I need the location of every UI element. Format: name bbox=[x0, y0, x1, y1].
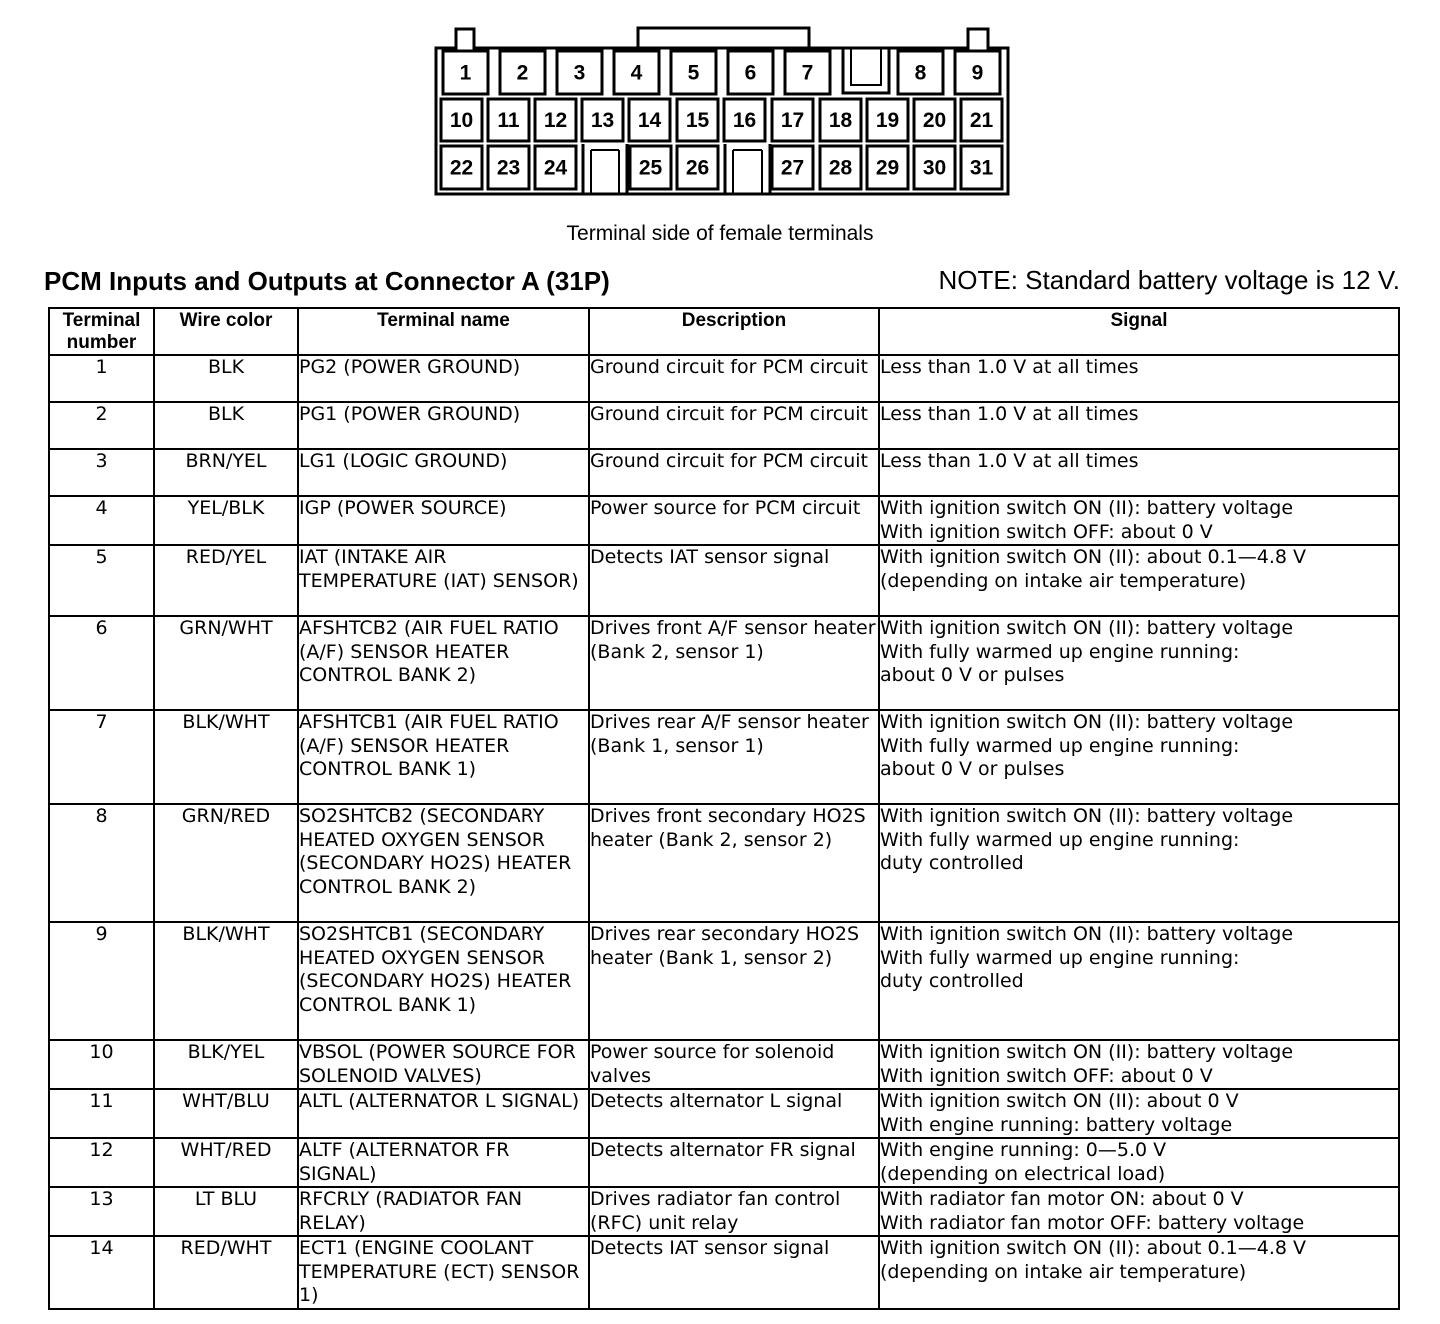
battery-note: NOTE: Standard battery voltage is 12 V. bbox=[938, 265, 1400, 295]
terminal-name-cell: PG2 (POWER GROUND) bbox=[298, 355, 589, 402]
pin-label: 26 bbox=[685, 156, 710, 180]
pin-label: 2 bbox=[516, 61, 529, 85]
pin-label: 17 bbox=[780, 109, 805, 132]
wire-color-cell: YEL/BLK bbox=[154, 496, 298, 545]
description-cell: Detects alternator L signal bbox=[589, 1089, 879, 1138]
table-header-row bbox=[49, 308, 1399, 355]
terminal-number-cell: 7 bbox=[49, 710, 154, 804]
terminal-number-cell: 4 bbox=[49, 496, 154, 545]
wire-color-cell: WHT/BLU bbox=[154, 1089, 298, 1138]
pin-label: 22 bbox=[449, 156, 474, 180]
pin-label: 9 bbox=[971, 61, 984, 85]
table-row bbox=[49, 1040, 1399, 1089]
signal-cell: With ignition switch ON (II): battery voltage With ignition switch OFF: about 0 V bbox=[879, 496, 1399, 545]
signal-cell: Less than 1.0 V at all times bbox=[879, 449, 1399, 496]
connector-diagram bbox=[0, 0, 1440, 205]
wire-color-cell: RED/WHT bbox=[154, 1236, 298, 1309]
col-wire-color: Wire color bbox=[154, 308, 298, 355]
table-row bbox=[49, 1089, 1399, 1138]
pin-label: 28 bbox=[828, 156, 853, 180]
pin-label: 23 bbox=[496, 156, 521, 180]
terminal-name-cell: AFSHTCB1 (AIR FUEL RATIO (A/F) SENSOR HEATER CONTROL BANK 1) bbox=[298, 710, 589, 804]
description-cell: Ground circuit for PCM circuit bbox=[589, 355, 879, 402]
terminal-name-cell: VBSOL (POWER SOURCE FOR SOLENOID VALVES) bbox=[298, 1040, 589, 1089]
pin-label: 1 bbox=[459, 61, 472, 85]
wire-color-cell: GRN/WHT bbox=[154, 616, 298, 710]
terminal-name-cell: SO2SHTCB1 (SECONDARY HEATED OXYGEN SENSOR (SECONDARY HO2S) HEATER CONTROL BANK 1) bbox=[298, 922, 589, 1040]
col-terminal-number: Terminal number bbox=[49, 308, 154, 355]
terminal-name-cell: IAT (INTAKE AIR TEMPERATURE (IAT) SENSOR) bbox=[298, 545, 589, 616]
terminal-number-cell: 14 bbox=[49, 1236, 154, 1309]
description-cell: Detects IAT sensor signal bbox=[589, 1236, 879, 1309]
pin-label: 16 bbox=[732, 109, 757, 132]
col-description: Description bbox=[589, 308, 879, 355]
terminal-number-cell: 13 bbox=[49, 1187, 154, 1236]
pcm-io-table bbox=[48, 307, 1400, 1310]
description-cell: Power source for PCM circuit bbox=[589, 496, 879, 545]
signal-cell: With ignition switch ON (II): battery voltage With fully warmed up engine running: about 0 V or pulses bbox=[879, 616, 1399, 710]
terminal-number-cell: 6 bbox=[49, 616, 154, 710]
pin-label: 8 bbox=[914, 61, 927, 85]
signal-cell: With radiator fan motor ON: about 0 V With radiator fan motor OFF: battery voltage bbox=[879, 1187, 1399, 1236]
wire-color-cell: BLK/WHT bbox=[154, 922, 298, 1040]
description-cell: Drives rear secondary HO2S heater (Bank 1, sensor 2) bbox=[589, 922, 879, 1040]
terminal-name-cell: ALTF (ALTERNATOR FR SIGNAL) bbox=[298, 1138, 589, 1187]
pin-label: 11 bbox=[497, 109, 520, 132]
page-title: PCM Inputs and Outputs at Connector A (31P) bbox=[44, 266, 610, 296]
terminal-name-cell: AFSHTCB2 (AIR FUEL RATIO (A/F) SENSOR HEATER CONTROL BANK 2) bbox=[298, 616, 589, 710]
pin-label: 3 bbox=[573, 61, 586, 85]
table-row bbox=[49, 449, 1399, 496]
pin-label: 19 bbox=[875, 109, 900, 132]
terminal-name-cell: LG1 (LOGIC GROUND) bbox=[298, 449, 589, 496]
table-row bbox=[49, 1138, 1399, 1187]
wire-color-cell: WHT/RED bbox=[154, 1138, 298, 1187]
connector-pins bbox=[441, 51, 1002, 189]
table-row bbox=[49, 402, 1399, 449]
pin-label: 27 bbox=[780, 156, 805, 180]
col-terminal-name: Terminal name bbox=[298, 308, 589, 355]
signal-cell: With ignition switch ON (II): about 0.1—4.8 V (depending on intake air temperature) bbox=[879, 1236, 1399, 1309]
pin-label: 24 bbox=[543, 156, 568, 180]
pin-label: 7 bbox=[801, 61, 814, 85]
description-cell: Power source for solenoid valves bbox=[589, 1040, 879, 1089]
signal-cell: Less than 1.0 V at all times bbox=[879, 355, 1399, 402]
terminal-number-cell: 1 bbox=[49, 355, 154, 402]
terminal-number-cell: 3 bbox=[49, 449, 154, 496]
pin-label: 25 bbox=[638, 156, 663, 180]
connector-caption: Terminal side of female terminals bbox=[566, 222, 874, 245]
description-cell: Drives front secondary HO2S heater (Bank 2, sensor 2) bbox=[589, 804, 879, 922]
signal-cell: With ignition switch ON (II): battery voltage With fully warmed up engine running: about 0 V or pulses bbox=[879, 710, 1399, 804]
table-row bbox=[49, 496, 1399, 545]
signal-cell: With ignition switch ON (II): about 0.1—4.8 V (depending on intake air temperature) bbox=[879, 545, 1399, 616]
signal-cell: Less than 1.0 V at all times bbox=[879, 402, 1399, 449]
terminal-number-cell: 5 bbox=[49, 545, 154, 616]
description-cell: Ground circuit for PCM circuit bbox=[589, 402, 879, 449]
pin-label: 10 bbox=[449, 109, 474, 132]
terminal-number-cell: 8 bbox=[49, 804, 154, 922]
table-row bbox=[49, 616, 1399, 710]
description-cell: Drives front A/F sensor heater (Bank 2, sensor 1) bbox=[589, 616, 879, 710]
pin-label: 4 bbox=[630, 61, 643, 85]
wire-color-cell: BRN/YEL bbox=[154, 449, 298, 496]
connector-lock-tab bbox=[638, 28, 809, 48]
pin-label: 29 bbox=[875, 156, 900, 180]
signal-cell: With ignition switch ON (II): battery voltage With fully warmed up engine running: duty controlled bbox=[879, 922, 1399, 1040]
table-row bbox=[49, 1236, 1399, 1309]
signal-cell: With ignition switch ON (II): about 0 V With engine running: battery voltage bbox=[879, 1089, 1399, 1138]
signal-cell: With ignition switch ON (II): battery voltage With fully warmed up engine running: duty controlled bbox=[879, 804, 1399, 922]
description-cell: Drives radiator fan control (RFC) unit relay bbox=[589, 1187, 879, 1236]
terminal-name-cell: PG1 (POWER GROUND) bbox=[298, 402, 589, 449]
terminal-number-cell: 11 bbox=[49, 1089, 154, 1138]
pin-label: 13 bbox=[590, 109, 615, 132]
wire-color-cell: RED/YEL bbox=[154, 545, 298, 616]
signal-cell: With ignition switch ON (II): battery voltage With ignition switch OFF: about 0 V bbox=[879, 1040, 1399, 1089]
terminal-name-cell: SO2SHTCB2 (SECONDARY HEATED OXYGEN SENSOR (SECONDARY HO2S) HEATER CONTROL BANK 2) bbox=[298, 804, 589, 922]
pin-label: 14 bbox=[637, 109, 662, 132]
pin-label: 15 bbox=[685, 109, 710, 132]
terminal-number-cell: 9 bbox=[49, 922, 154, 1040]
terminal-number-cell: 2 bbox=[49, 402, 154, 449]
pin-label: 20 bbox=[922, 109, 947, 132]
description-cell: Ground circuit for PCM circuit bbox=[589, 449, 879, 496]
signal-cell: With engine running: 0—5.0 V (depending on electrical load) bbox=[879, 1138, 1399, 1187]
description-cell: Drives rear A/F sensor heater (Bank 1, sensor 1) bbox=[589, 710, 879, 804]
description-cell: Detects IAT sensor signal bbox=[589, 545, 879, 616]
pin-label: 31 bbox=[969, 156, 994, 180]
table-row bbox=[49, 355, 1399, 402]
terminal-name-cell: RFCRLY (RADIATOR FAN RELAY) bbox=[298, 1187, 589, 1236]
terminal-number-cell: 10 bbox=[49, 1040, 154, 1089]
pin-label: 12 bbox=[543, 109, 568, 132]
pin-label: 5 bbox=[687, 61, 700, 85]
pin-label: 21 bbox=[969, 109, 994, 132]
table-row bbox=[49, 1187, 1399, 1236]
terminal-name-cell: IGP (POWER SOURCE) bbox=[298, 496, 589, 545]
pin-label: 30 bbox=[922, 156, 947, 180]
wire-color-cell: BLK bbox=[154, 355, 298, 402]
terminal-name-cell: ALTL (ALTERNATOR L SIGNAL) bbox=[298, 1089, 589, 1138]
wire-color-cell: GRN/RED bbox=[154, 804, 298, 922]
pin-label: 18 bbox=[828, 109, 853, 132]
table-row bbox=[49, 545, 1399, 616]
terminal-name-cell: ECT1 (ENGINE COOLANT TEMPERATURE (ECT) SENSOR 1) bbox=[298, 1236, 589, 1309]
table-row bbox=[49, 804, 1399, 922]
col-signal: Signal bbox=[879, 308, 1399, 355]
wire-color-cell: BLK bbox=[154, 402, 298, 449]
wire-color-cell: LT BLU bbox=[154, 1187, 298, 1236]
terminal-number-cell: 12 bbox=[49, 1138, 154, 1187]
wire-color-cell: BLK/YEL bbox=[154, 1040, 298, 1089]
table-row bbox=[49, 710, 1399, 804]
wire-color-cell: BLK/WHT bbox=[154, 710, 298, 804]
table-row bbox=[49, 922, 1399, 1040]
description-cell: Detects alternator FR signal bbox=[589, 1138, 879, 1187]
pin-label: 6 bbox=[744, 61, 757, 85]
